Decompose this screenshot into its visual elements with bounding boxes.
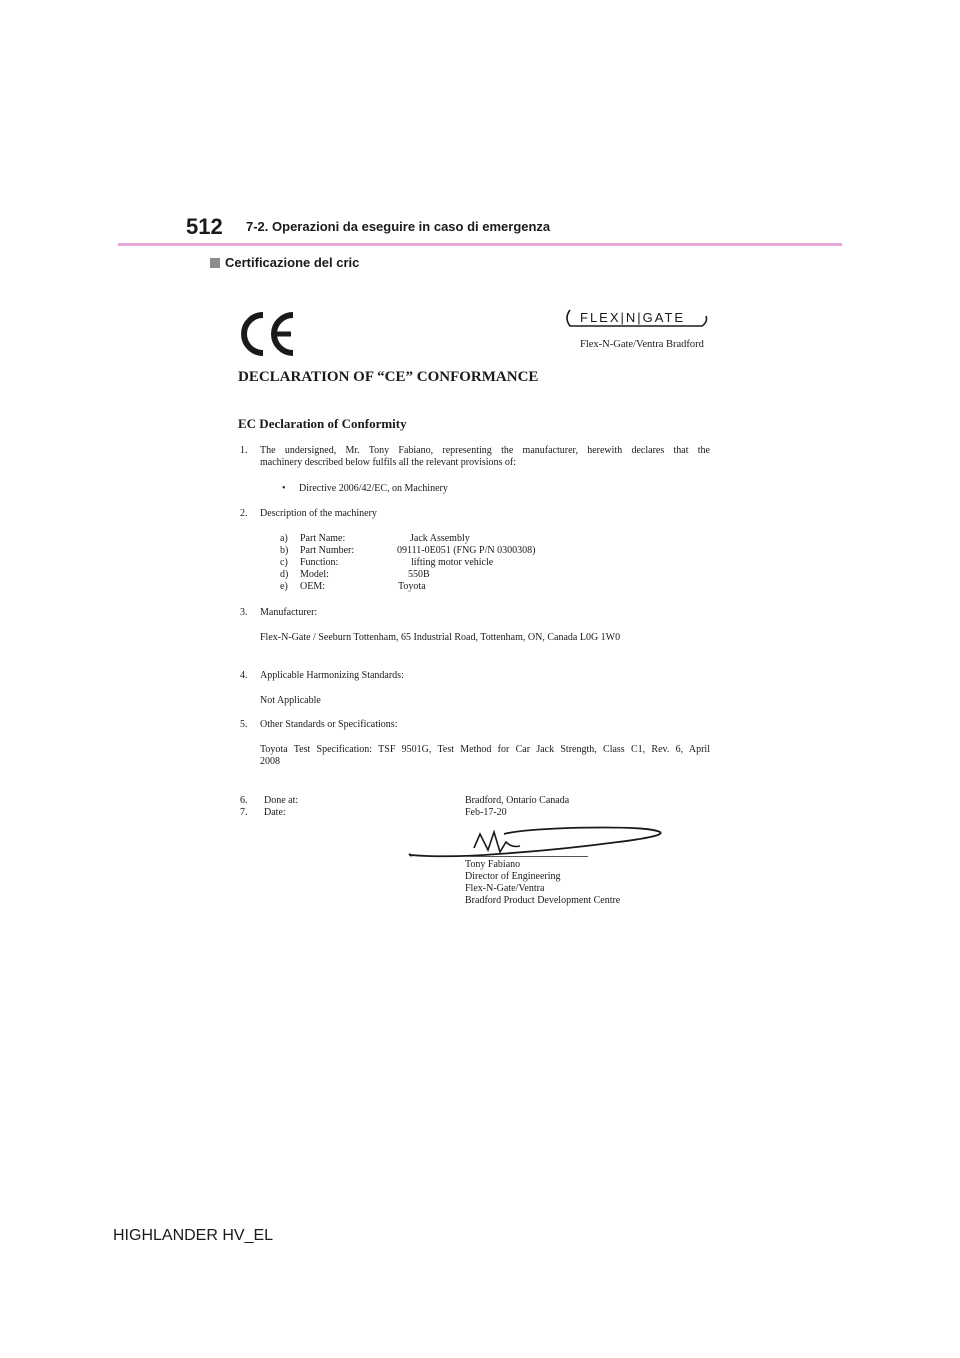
signature-line [464,856,588,857]
item-label: Done at: [264,795,299,806]
chapter-title: 7-2. Operazioni da eseguire in caso di emergenza [246,219,551,234]
signatory-role: Director of Engineering [465,871,561,882]
part-value: 550B [408,569,430,580]
part-value: Toyota [398,581,426,592]
item-detail: Toyota Test Specification: TSF 9501G, Test Method for Car Jack Strength, Class C1, Rev. 6, April [260,744,710,755]
item-number: 1. [240,445,248,456]
page-number: 512 [186,214,223,239]
section-title: Certificazione del cric [225,255,360,270]
part-letter: e) [280,581,288,592]
item-number: 6. [240,795,248,806]
part-label: Model: [300,569,329,580]
part-label: Part Name: [300,533,346,544]
part-letter: b) [280,545,289,556]
part-value: Jack Assembly [410,533,470,544]
svg-text:FLEX|N|GATE: FLEX|N|GATE [580,310,686,325]
manufacturer-address: Flex-N-Gate / Seeburn Tottenham, 65 Industrial Road, Tottenham, ON, Canada L0G 1W0 [260,632,621,643]
item-text: Manufacturer: [260,607,318,618]
item-detail: 2008 [260,756,280,767]
item-value: Feb-17-20 [465,807,507,818]
declaration-subtitle: EC Declaration of Conformity [238,416,407,431]
part-value: lifting motor vehicle [411,557,494,568]
footer-model: HIGHLANDER HV_EL [113,1227,274,1244]
header-divider [118,243,842,246]
part-label: Part Number: [300,545,355,556]
logo-caption: Flex-N-Gate/Ventra Bradford [580,339,704,350]
item-text: Other Standards or Specifications: [260,719,398,730]
part-label: Function: [300,557,339,568]
item-number: 5. [240,719,248,730]
signature-image [408,824,668,866]
item-text: Applicable Harmonizing Standards: [260,670,404,681]
item-detail: Not Applicable [260,695,321,706]
section-square-icon [210,258,220,268]
part-letter: c) [280,557,288,568]
item-value: Bradford, Ontario Canada [465,795,570,806]
item-number: 2. [240,508,248,519]
item-label: Date: [264,807,286,818]
item-text: machinery described below fulfils all the relevant provisions of: [260,457,517,468]
part-letter: a) [280,533,288,544]
signatory-name: Tony Fabiano [465,859,521,870]
item-number: 4. [240,670,248,681]
part-value: 09111-0E051 (FNG P/N 0300308) [397,545,536,556]
declaration-title: DECLARATION OF “CE” CONFORMANCE [238,369,539,385]
ce-mark-icon [238,310,298,358]
signatory-company: Flex-N-Gate/Ventra [465,883,545,894]
part-label: OEM: [300,581,325,592]
item-text: The undersigned, Mr. Tony Fabiano, representing the manufacturer, herewith declares that the [260,445,710,456]
bullet-dot-icon: • [282,483,286,494]
item-number: 3. [240,607,248,618]
part-letter: d) [280,569,289,580]
item-number: 7. [240,807,248,818]
signatory-dept: Bradford Product Development Centre [465,895,621,906]
flex-n-gate-logo [562,304,710,334]
bullet-text: Directive 2006/42/EC, on Machinery [299,483,448,494]
item-text: Description of the machinery [260,508,377,519]
